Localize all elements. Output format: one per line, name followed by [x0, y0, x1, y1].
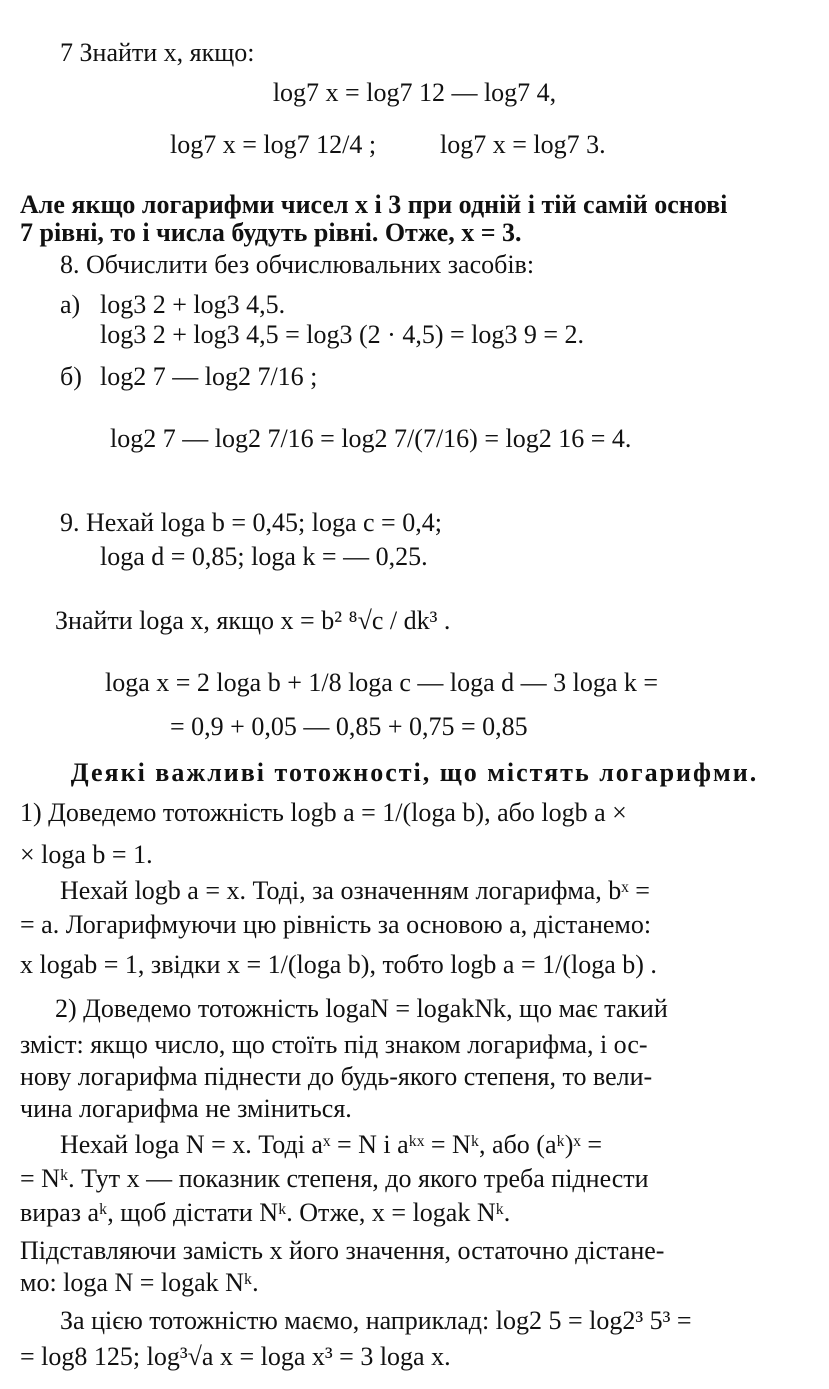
identity-2-line-1: 2) Доведемо тотожність logaN = logakNk, що має такий [55, 994, 668, 1023]
identity-2-line-3: нову логарифма піднести до будь-якого степеня, то вели- [20, 1062, 653, 1091]
problem-9-heading: 9. Нехай loga b = 0,45; loga c = 0,4; [60, 508, 442, 537]
identity-2-line-7: вираз aᵏ, щоб дістати Nᵏ. Отже, x = logak Nᵏ. [20, 1198, 511, 1227]
identity-1-proof-2: = a. Логарифмуючи цю рівність за основою a, дістанемо: [20, 910, 652, 939]
problem-7-conclusion-line-2: 7 рівні, то і числа будуть рівні. Отже, x = 3. [20, 218, 522, 247]
identity-2-line-9: мо: loga N = logak Nᵏ. [20, 1268, 259, 1297]
problem-8a-label: а) [60, 290, 81, 319]
problem-9-line-2: loga d = 0,85; loga k = — 0,25. [100, 542, 428, 571]
identity-1-proof-1: Нехай logb a = x. Тоді, за означенням логарифма, bˣ = [60, 876, 650, 905]
identity-2-line-4: чина логарифма не зміниться. [20, 1094, 352, 1123]
problem-9-find: Знайти loga x, якщо x = b² ⁸√c / dk³ . [55, 606, 451, 635]
problem-8a-solution: log3 2 + log3 4,5 = log3 (2 · 4,5) = log3 9 = 2. [100, 320, 585, 349]
problem-9-solution-1: loga x = 2 loga b + 1/8 loga c — loga d — 3 loga k = [105, 668, 659, 697]
problem-8-heading: 8. Обчислити без обчислювальних засобів: [60, 250, 535, 279]
problem-7-equation-1: log7 x = log7 12 — log7 4, [272, 78, 557, 107]
identity-2-line-8: Підставляючи замість x його значення, остаточно дістане- [20, 1236, 665, 1265]
problem-9-solution-2: = 0,9 + 0,05 — 0,85 + 0,75 = 0,85 [170, 712, 528, 741]
problem-8b-solution: log2 7 — log2 7/16 = log2 7/(7/16) = log2 16 = 4. [110, 424, 632, 453]
problem-8a-task: log3 2 + log3 4,5. [100, 290, 286, 319]
identity-1-proof-3: x logab = 1, звідки x = 1/(loga b), тобто logb a = 1/(loga b) . [20, 950, 657, 979]
problem-7-equation-2a: log7 x = log7 12/4 ; [170, 130, 377, 159]
problem-7-equation-2b: log7 x = log7 3. [440, 130, 606, 159]
problem-7-heading: 7 Знайти x, якщо: [60, 38, 255, 67]
identity-2-line-6: = Nᵏ. Тут x — показник степеня, до якого треба піднести [20, 1164, 649, 1193]
identity-2-line-10: За цією тотожністю маємо, наприклад: log2 5 = log2³ 5³ = [60, 1306, 692, 1335]
problem-8b-label: б) [60, 362, 82, 391]
identity-1-line-1: 1) Доведемо тотожність logb a = 1/(loga b), або logb a × [20, 798, 627, 827]
identity-2-line-2: зміст: якщо число, що стоїть під знаком логарифма, і ос- [20, 1030, 648, 1059]
identities-heading: Деякі важливі тотожності, що містять логарифми. [70, 758, 759, 787]
problem-7-conclusion-line-1: Але якщо логарифми чисел x і 3 при одній і тій самій основі [20, 190, 728, 219]
identity-1-line-2: × loga b = 1. [20, 840, 153, 869]
identity-2-line-5: Нехай loga N = x. Тоді aˣ = N і aᵏˣ = Nᵏ, або (aᵏ)ˣ = [60, 1130, 603, 1159]
problem-8b-task: log2 7 — log2 7/16 ; [100, 362, 318, 391]
identity-2-line-11: = log8 125; log³√a x = loga x³ = 3 loga x. [20, 1342, 451, 1371]
